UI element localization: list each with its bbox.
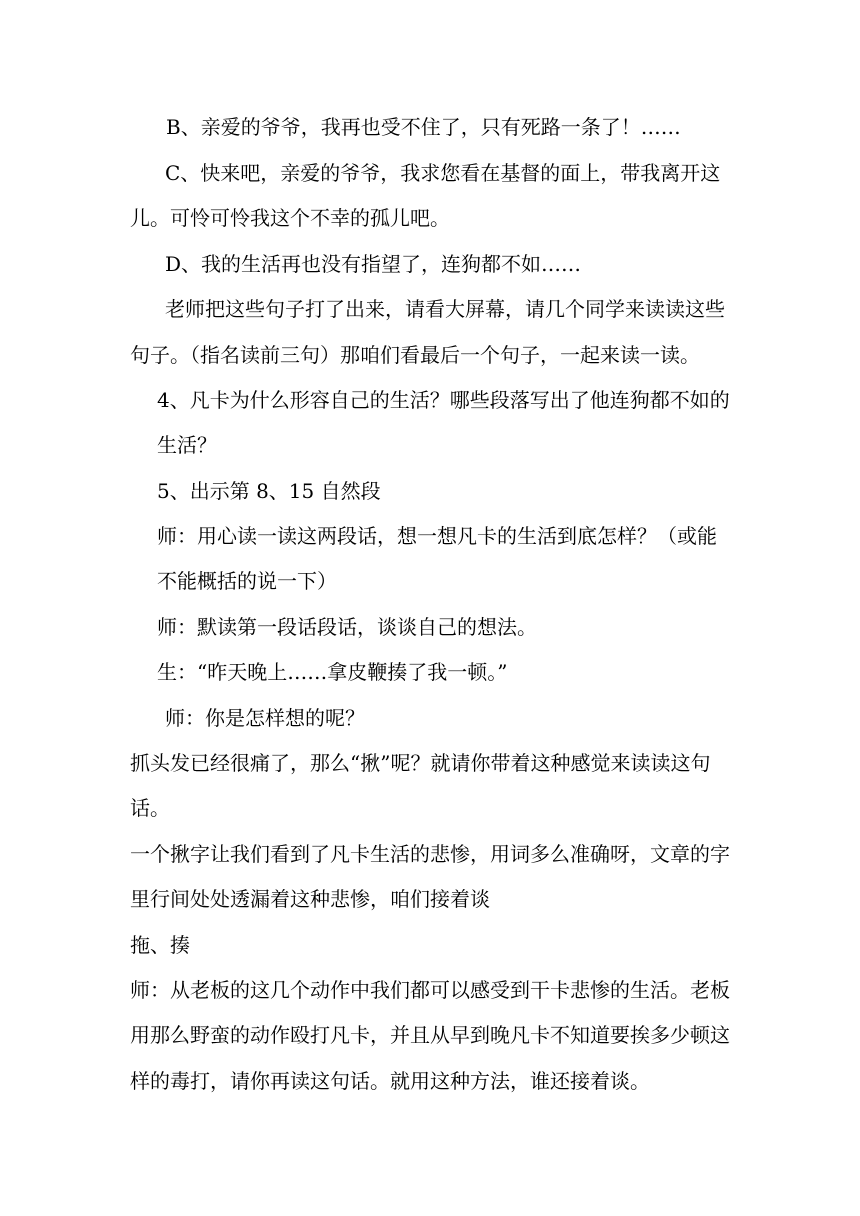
question-4-line-2: 生活？: [157, 433, 217, 457]
student-response: 生：“昨天晚上……拿皮鞭揍了我一顿。”: [157, 660, 508, 684]
option-b-line: B、亲爱的爷爷，我再也受不住了，只有死路一条了！……: [166, 115, 681, 139]
question-4-line-1: 4、凡卡为什么形容自己的生活？哪些段落写出了他连狗都不如的: [157, 388, 730, 412]
teacher-instruction-line-2: 句子。（指名读前三句）那咱们看最后一个句子，一起来读一读。: [130, 343, 700, 367]
paragraph-3-line-2: 用那么野蛮的动作殴打凡卡，并且从早到晚凡卡不知道要挨多少顿这: [130, 1023, 730, 1047]
option-d-line: D、我的生活再也没有指望了，连狗都不如……: [165, 252, 582, 276]
teacher-prompt-2: 师：默读第一段话段话，谈谈自己的想法。: [157, 615, 537, 639]
keywords-line: 拖、揍: [130, 933, 190, 957]
paragraph-3-line-1: 师：从老板的这几个动作中我们都可以感受到干卡悲惨的生活。老板: [130, 978, 730, 1002]
teacher-prompt-1-line-1: 师：用心读一读这两段话，想一想凡卡的生活到底怎样？（或能: [157, 524, 717, 548]
teacher-prompt-3: 师：你是怎样想的呢？: [165, 706, 365, 730]
teacher-prompt-1-line-2: 不能概括的说一下）: [157, 569, 337, 593]
paragraph-3-line-3: 样的毒打，请你再读这句话。就用这种方法，谁还接着谈。: [130, 1069, 650, 1093]
paragraph-1-line-1: 抓头发已经很痛了，那么“揪”呢？就请你带着这种感觉来读读这句: [130, 751, 711, 775]
item-5-heading: 5、出示第 8、15 自然段: [157, 479, 381, 503]
paragraph-2-line-2: 里行间处处透漏着这种悲惨，咱们接着谈: [130, 887, 490, 911]
paragraph-1-line-2: 话。: [130, 796, 170, 820]
paragraph-2-line-1: 一个揪字让我们看到了凡卡生活的悲惨，用词多么准确呀，文章的字: [130, 842, 730, 866]
option-c-line: C、快来吧，亲爱的爷爷，我求您看在基督的面上，带我离开这: [165, 161, 721, 185]
teacher-instruction-line-1: 老师把这些句子打了出来，请看大屏幕，请几个同学来读读这些: [165, 297, 725, 321]
option-c-continuation: 儿。可怜可怜我这个不幸的孤儿吧。: [130, 206, 450, 230]
